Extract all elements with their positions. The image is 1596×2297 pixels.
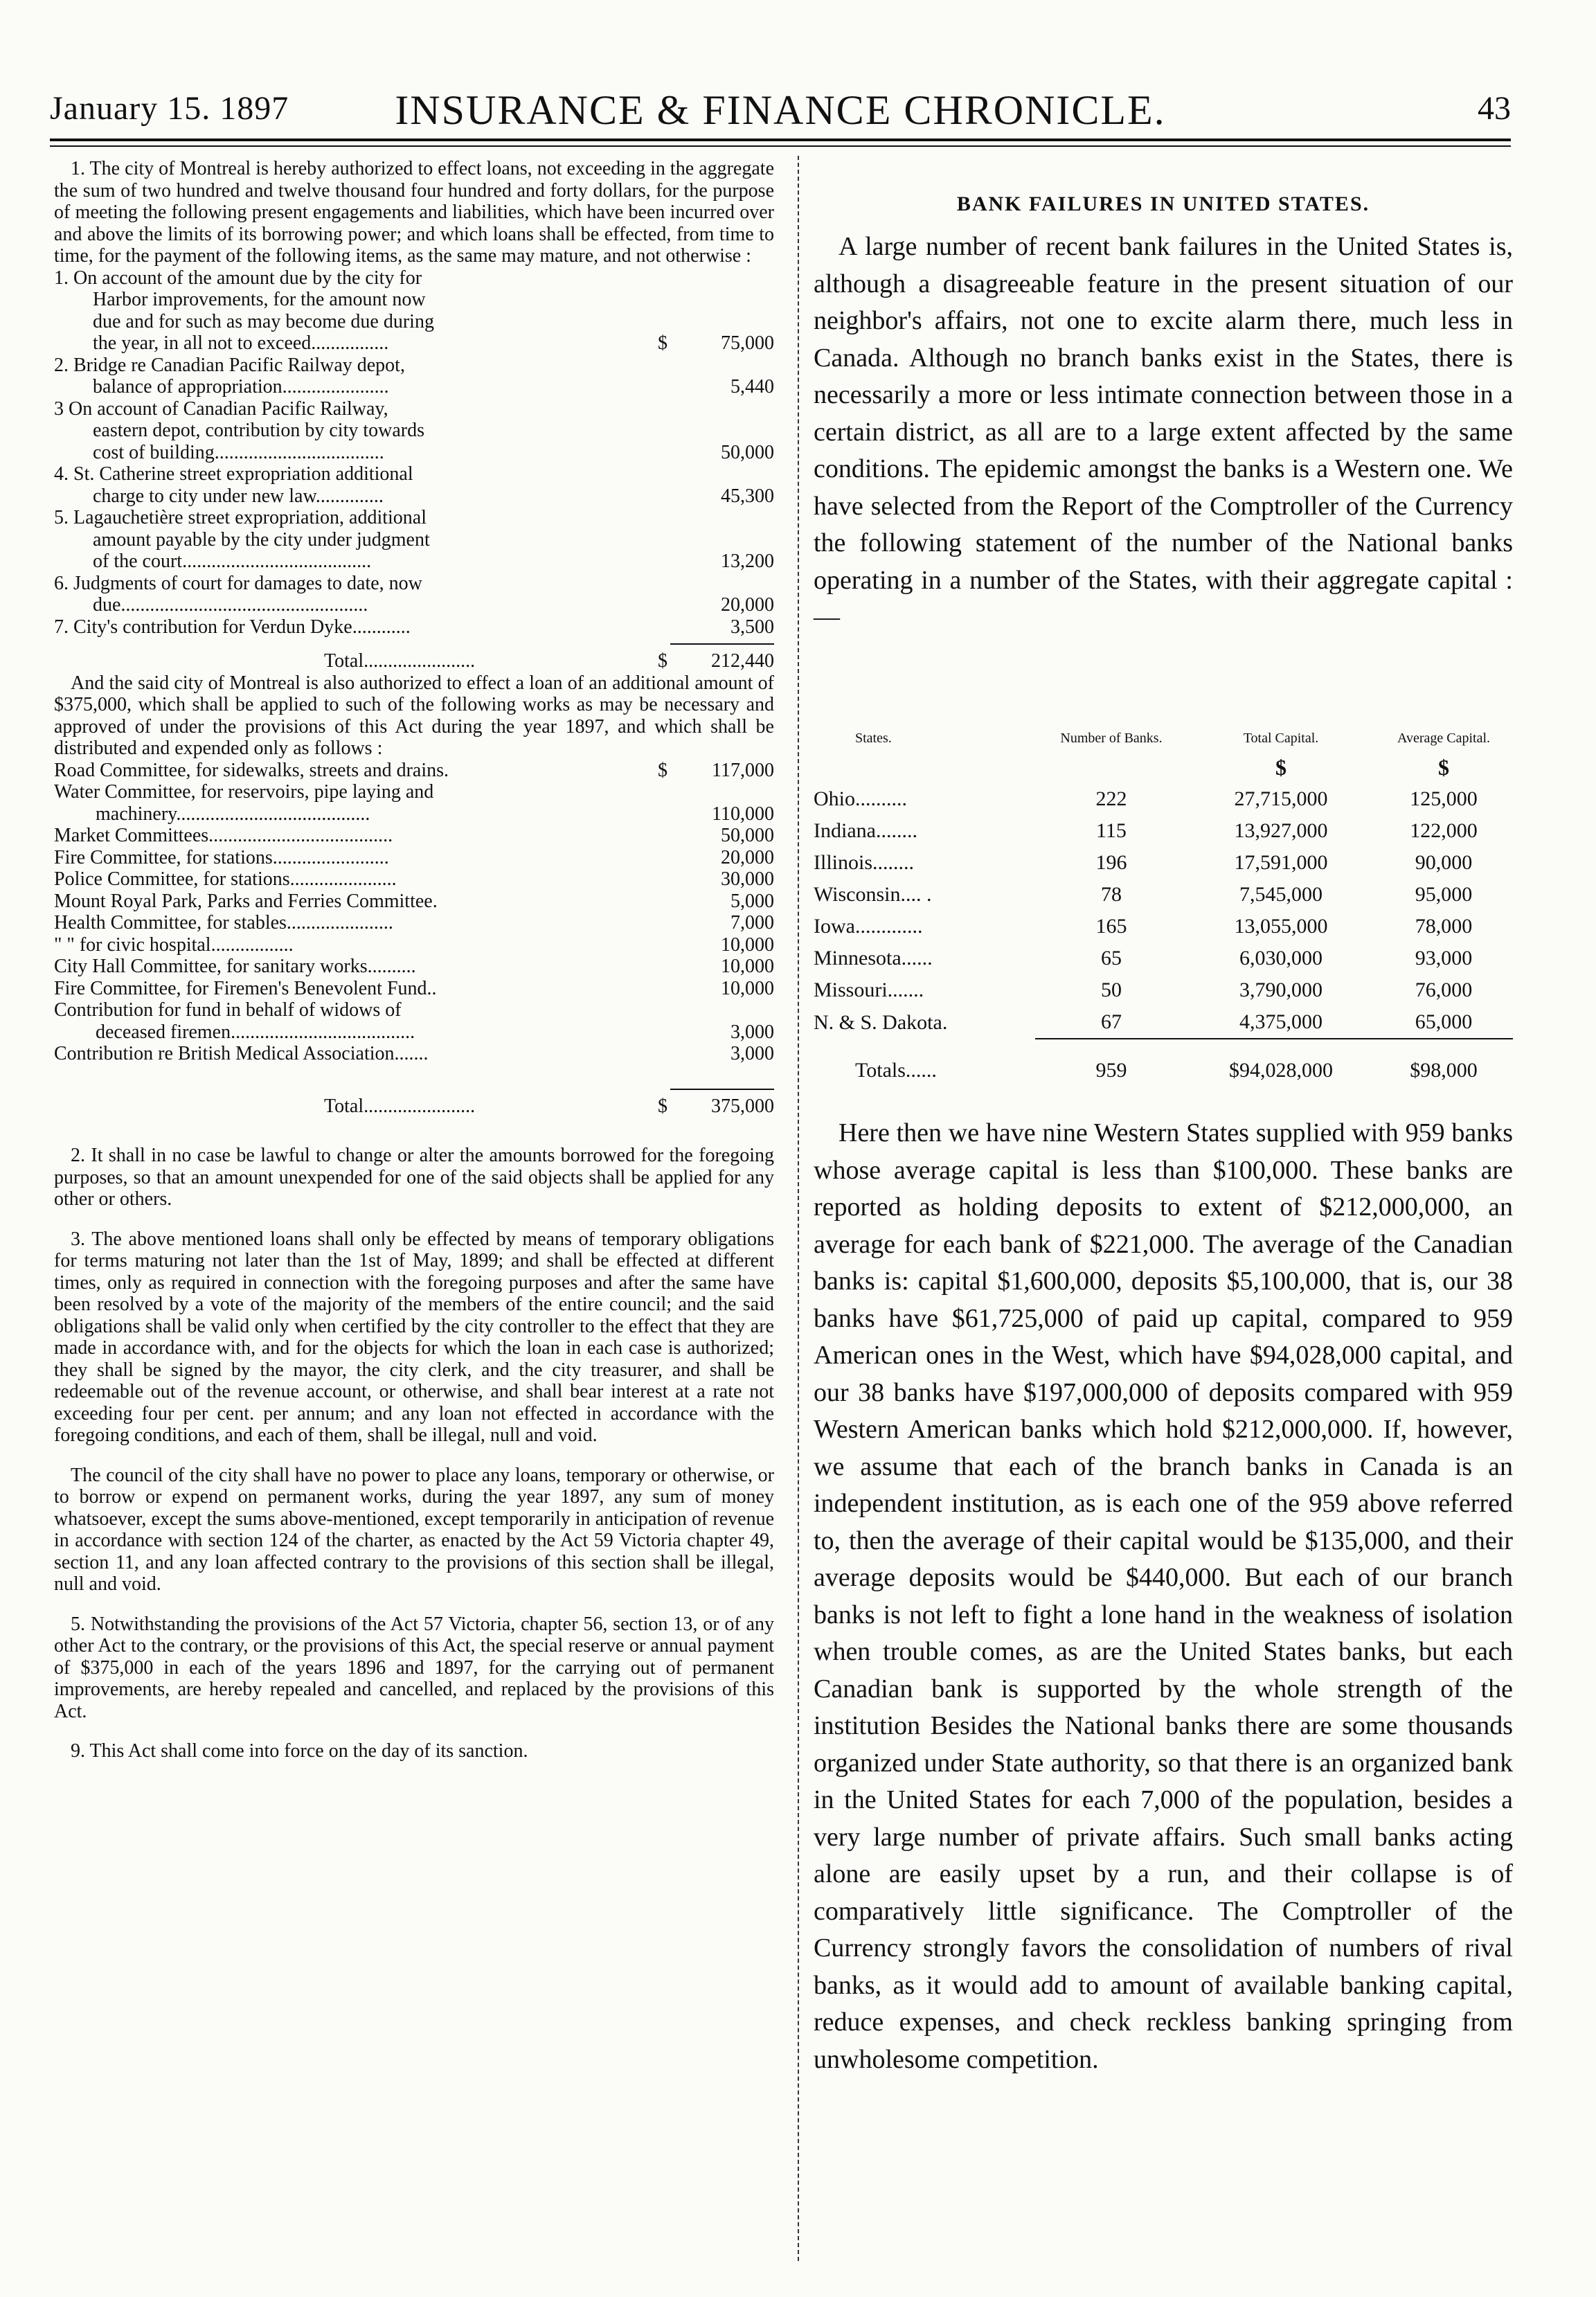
liability-item-label: the year, in all not to exceed................: [93, 332, 389, 354]
liability-item-label: cost of building...................................: [93, 441, 384, 463]
liability-item-label: of the court.......................................: [93, 551, 372, 572]
work-item-amount: 10,000: [721, 933, 774, 956]
capital-cell: 13,927,000: [1234, 819, 1328, 842]
work-item-line: [54, 803, 774, 825]
liability-item-line: [54, 463, 774, 485]
banks-cell: 65: [1101, 947, 1122, 969]
work-item-line: [54, 978, 774, 1000]
liability-item-label: 4. St. Catherine street expropriation additional: [54, 463, 413, 485]
article-intro: [814, 229, 1513, 636]
liability-item-label: balance of appropriation......................: [93, 376, 389, 397]
work-item-label: City Hall Committee, for sanitary works..........: [54, 956, 416, 977]
liability-item-line: [54, 442, 774, 464]
banks-cell: 115: [1096, 819, 1127, 842]
work-item-line: [54, 868, 774, 891]
table-row: [814, 942, 1513, 974]
left-column: [54, 158, 774, 1762]
table-row: [814, 815, 1513, 847]
work-item-line: [54, 934, 774, 956]
article-heading: BANK FAILURES IN UNITED STATES.: [956, 193, 1370, 215]
capital-cell: 17,591,000: [1234, 851, 1328, 874]
column-divider: [798, 156, 799, 2261]
total-dollar: $: [658, 1095, 667, 1117]
banks-cell: 165: [1095, 915, 1127, 938]
liability-item-amount: 3,500: [730, 616, 774, 638]
work-item-label: deceased firemen......................................: [96, 1021, 415, 1043]
total-amount: 375,000: [711, 1095, 774, 1117]
article-paragraph-2: Here then we have nine Western States supplied with 959 banks whose average capital is less than $100,000. These banks are reported as holding deposits to extent of $212,000,000, an average for each bank of $221,000. The average of the Canadian banks is: capital $1,600,000, deposits $5,100,000, that is, our 38 banks have $61,725,000 of paid up capital, compared to 959 American ones in the West, which have $94,028,000 capital, and our 38 banks have $197,000,000 of deposits compared with 959 Western American banks which hold $212,000,000. If, however, we assume that each of the branch banks in Canada is an independent institution, as is each one of the 959 above referred to, then the average of their capital would be $135,000, and their average deposits would be $440,000. But each of our branch banks is not left to fight a lone hand in the weakness of isolation when trouble comes, as are the United States banks, but each Canadian bank is supported by the whole strength of the institution Besides the National banks there are some thousands organized under State authority, so that there is an organized bank in the United States for each 7,000 of the population, besides a very large number of private affairs. Such small banks acting alone are easily upset by a run, and their collapse is of comparatively little significance. The Comptroller of the Currency strongly favors the consolidation of numbers of rival banks, as it would add to amount of available banking capital, reduce expenses, and check reckless banking springing from unwholesome competition.: [814, 1118, 1513, 2074]
work-item-label: machinery........................................: [96, 803, 370, 825]
work-item-label: Fire Committee, for Firemen's Benevolent Fund..: [54, 977, 437, 999]
average-cell: 125,000: [1410, 787, 1478, 810]
work-item-label: Market Committees......................................: [54, 825, 393, 846]
liability-item-line: [54, 529, 774, 551]
work-item-label: " " for civic hospital.................: [54, 933, 294, 956]
state-cell: Indiana........: [814, 819, 917, 842]
work-item-amount: 117,000: [712, 759, 774, 781]
work-item-amount: 7,000: [730, 912, 774, 933]
liability-item-dollar: $: [658, 332, 667, 354]
liability-item-label: 3 On account of Canadian Pacific Railway,: [54, 397, 388, 420]
liability-item-line: [54, 573, 774, 595]
average-cell: 93,000: [1415, 947, 1473, 969]
total-amount: 212,440: [711, 650, 774, 672]
liability-item-line: [54, 398, 774, 420]
works-list: [54, 760, 774, 1065]
liability-item-line: [54, 267, 774, 289]
table-total-row: [814, 1044, 1513, 1098]
work-item-label: Road Committee, for sidewalks, streets and drains.: [54, 759, 449, 781]
table-row: [814, 847, 1513, 879]
work-item-amount: 30,000: [721, 868, 774, 890]
state-cell: N. & S. Dakota.: [814, 1010, 948, 1034]
work-item-line: [54, 781, 774, 803]
liability-item-label: eastern depot, contribution by city towards: [93, 420, 424, 441]
work-item-line: [54, 912, 774, 934]
work-item-line: [54, 1043, 774, 1065]
state-cell: Illinois........: [814, 851, 915, 874]
average-cell: 78,000: [1415, 915, 1473, 938]
liability-item-amount: 20,000: [721, 594, 774, 616]
work-item-label: Fire Committee, for stations........................: [54, 846, 389, 868]
liability-item-amount: 5,440: [730, 376, 774, 397]
work-item-label: Mount Royal Park, Parks and Ferries Committee.: [54, 890, 438, 912]
table-header-row: [814, 731, 1513, 752]
work-item-amount: 5,000: [730, 890, 774, 912]
dollar-sign: $: [1438, 755, 1449, 780]
total-row-liabilities: [54, 650, 774, 672]
total-label: Total.......................: [324, 1095, 476, 1117]
work-item-amount: 3,000: [730, 1021, 774, 1043]
publication-title: INSURANCE & FINANCE CHRONICLE.: [395, 87, 1166, 133]
liability-item-line: [54, 311, 774, 333]
liability-item-label: due and for such as may become due during: [93, 310, 434, 332]
page-number: 43: [1478, 90, 1511, 127]
liability-item-label: charge to city under new law..............: [93, 485, 384, 507]
liability-item-amount: 50,000: [721, 441, 774, 463]
capital-cell: 7,545,000: [1239, 883, 1322, 906]
liability-item-label: 6. Judgments of court for damages to date, now: [54, 572, 422, 594]
liability-item-line: [54, 420, 774, 442]
page-header: [50, 87, 1511, 142]
liability-item-amount: 13,200: [721, 551, 774, 572]
section-1-additional: And the said city of Montreal is also authorized to effect a loan of an additional amount of $375,000, which shall be applied to such of the following works as may be necessary and approved of under the provisions of this Act during the year 1897, and which shall be distributed and expended only as follows :: [54, 672, 774, 759]
average-cell: 95,000: [1415, 883, 1473, 906]
state-cell: Wisconsin.... .: [814, 883, 932, 906]
table-row: [814, 911, 1513, 942]
bank-table: [814, 731, 1513, 1098]
table-total-rule: [814, 1039, 1513, 1044]
work-item-amount: 50,000: [721, 825, 774, 846]
liability-item-amount: 75,000: [721, 332, 774, 354]
liability-item-amount: 45,300: [721, 485, 774, 507]
liability-item-label: Harbor improvements, for the amount now: [93, 289, 426, 310]
banks-cell: 196: [1095, 851, 1127, 874]
table-row: [814, 879, 1513, 911]
capital-cell: 27,715,000: [1234, 787, 1328, 810]
table-row: [814, 974, 1513, 1006]
total-dollar: $: [658, 650, 667, 672]
liability-item-label: 1. On account of the amount due by the city for: [54, 267, 422, 289]
capital-cell: 13,055,000: [1234, 915, 1328, 938]
liability-item-line: [54, 594, 774, 616]
total-label-cell: Totals......: [855, 1059, 937, 1082]
sum-rule: [54, 1083, 774, 1096]
work-item-label: Police Committee, for stations......................: [54, 868, 397, 890]
work-item-line: [54, 956, 774, 978]
liability-item-line: [54, 616, 774, 638]
work-item-label: Contribution for fund in behalf of widows of: [54, 999, 402, 1021]
table-row: [814, 1006, 1513, 1039]
section-4: The council of the city shall have no power to place any loans, temporary or otherwise, or to borrow or expend on permanent works, during the year 1897, any sum of money whatsoever, except the sums above-mentioned, except temporarily in anticipation of revenue in accordance with section 124 of the charter, as enacted by the Act 59 Victoria chapter 49, section 11, and any loan affected contrary to the provisions of this section shall be illegal, null and void.: [54, 1464, 774, 1595]
header-rule-thick: [50, 138, 1511, 141]
header-rule-thin: [50, 145, 1511, 147]
col-header-states: States.: [855, 731, 892, 746]
liability-item-line: [54, 551, 774, 573]
issue-date: January 15. 1897: [50, 90, 289, 127]
work-item-line: [54, 825, 774, 847]
sum-rule: [54, 638, 774, 650]
average-cell: 122,000: [1410, 819, 1478, 842]
liabilities-list: [54, 267, 774, 638]
average-cell: 65,000: [1415, 1010, 1473, 1033]
section-9: 9. This Act shall come into force on the day of its sanction.: [71, 1740, 528, 1762]
banks-cell: 50: [1101, 978, 1122, 1001]
liability-item-line: [54, 485, 774, 508]
liability-item-line: [54, 507, 774, 529]
section-1-intro: 1. The city of Montreal is hereby authorized to effect loans, not exceeding in the aggregate the sum of two hundred and twelve thousand four hundred and forty dollars, for the purpose of meeting the following present engagements and liabilities, which have been incurred over and above the limits of its borrowing power; and which loans shall be effected, from time to time, for the payment of the following items, as the same may mature, and not otherwise :: [54, 158, 774, 267]
state-cell: Ohio..........: [814, 787, 907, 810]
section-3: 3. The above mentioned loans shall only be effected by means of temporary obligations for terms maturing not later than the 1st of May, 1899; and shall be effected at different times, only as required in connection with the foregoing purposes and after the same have been resolved by a vote of the majority of the members of the entire council; and the said obligations shall be valid only when certified by the city controller to the effect that they are made in accordance with, and for the objects for which the loan in each case is authorized; they shall be signed by the mayor, the city clerk, and the city treasurer, and shall be redeemable out of the revenue account, or otherwise, and shall bear interest at a rate not exceeding four per cent. per annum; and any loan not effected in accordance with the foregoing conditions, and each of them, shall be illegal, null and void.: [54, 1228, 774, 1446]
liability-item-label: 5. Lagauchetière street expropriation, additional: [54, 507, 427, 528]
liability-item-line: [54, 332, 774, 355]
work-item-line: [54, 760, 774, 782]
banks-cell: 78: [1101, 883, 1122, 906]
work-item-amount: 10,000: [721, 956, 774, 977]
work-item-line: [54, 1021, 774, 1044]
work-item-amount: 10,000: [721, 977, 774, 999]
article-body: [814, 1115, 1513, 2078]
state-cell: Iowa.............: [814, 915, 923, 938]
total-average-cell: $98,000: [1410, 1059, 1478, 1082]
work-item-label: Water Committee, for reservoirs, pipe laying and: [54, 781, 434, 803]
dollar-sign-row: [814, 752, 1513, 783]
liability-item-label: 2. Bridge re Canadian Pacific Railway depot,: [54, 354, 405, 376]
capital-cell: 3,790,000: [1239, 978, 1322, 1001]
col-header-capital: Total Capital.: [1243, 731, 1319, 746]
total-label: Total.......................: [324, 650, 476, 672]
liability-item-label: 7. City's contribution for Verdun Dyke............: [54, 616, 411, 638]
capital-cell: 4,375,000: [1239, 1010, 1322, 1033]
work-item-amount: 20,000: [721, 846, 774, 868]
state-cell: Missouri.......: [814, 978, 924, 1001]
total-row-works: [54, 1096, 774, 1118]
dollar-sign: $: [1275, 755, 1286, 780]
article-paragraph-1: A large number of recent bank failures in the United States is, although a disagreeable feature in the present situation of our neighbor's affairs, not one to excite alarm there, much less in Canada. Although no branch banks exist in the States, there is necessarily a more or less intimate connection between those in a certain district, as all are to a large extent affected by the same conditions. The epidemic amongst the banks is a Western one. We have selected from the Report of the Comptroller of the Currency the following statement of the number of the National banks operating in a number of the States, with their aggregate capital :—: [814, 232, 1513, 632]
work-item-dollar: $: [658, 759, 667, 781]
section-2: 2. It shall in no case be lawful to change or alter the amounts borrowed for the foregoing purposes, so that an amount unexpended for one of the said objects shall be applied for any other or others.: [54, 1145, 774, 1210]
table-row: [814, 783, 1513, 815]
liability-item-line: [54, 376, 774, 398]
liability-item-label: due...................................................: [93, 594, 368, 616]
total-capital-cell: $94,028,000: [1229, 1059, 1333, 1082]
work-item-line: [54, 999, 774, 1021]
work-item-label: Health Committee, for stables......................: [54, 912, 393, 933]
col-header-banks: Number of Banks.: [1060, 731, 1163, 746]
section-5: 5. Notwithstanding the provisions of the Act 57 Victoria, chapter 56, section 13, or of any other Act to the contrary, or the provisions of this Act, the special reserve or annual payment of $375,000 in each of the years 1896 and 1897, for the carrying out of permanent improvements, are hereby repealed and cancelled, and replaced by the provisions of this Act.: [54, 1613, 774, 1722]
banks-cell: 67: [1101, 1010, 1122, 1033]
average-cell: 90,000: [1415, 851, 1473, 874]
work-item-line: [54, 847, 774, 869]
liability-item-line: [54, 289, 774, 311]
work-item-label: Contribution re British Medical Association.......: [54, 1043, 429, 1064]
work-item-amount: 3,000: [730, 1043, 774, 1064]
total-banks-cell: 959: [1095, 1059, 1127, 1082]
banks-cell: 222: [1095, 787, 1127, 810]
liability-item-line: [54, 355, 774, 377]
col-header-average: Average Capital.: [1397, 731, 1490, 746]
liability-item-label: amount payable by the city under judgment: [93, 528, 430, 551]
work-item-amount: 110,000: [712, 803, 774, 825]
work-item-line: [54, 891, 774, 913]
average-cell: 76,000: [1415, 978, 1473, 1001]
state-cell: Minnesota......: [814, 947, 933, 969]
capital-cell: 6,030,000: [1239, 947, 1322, 969]
